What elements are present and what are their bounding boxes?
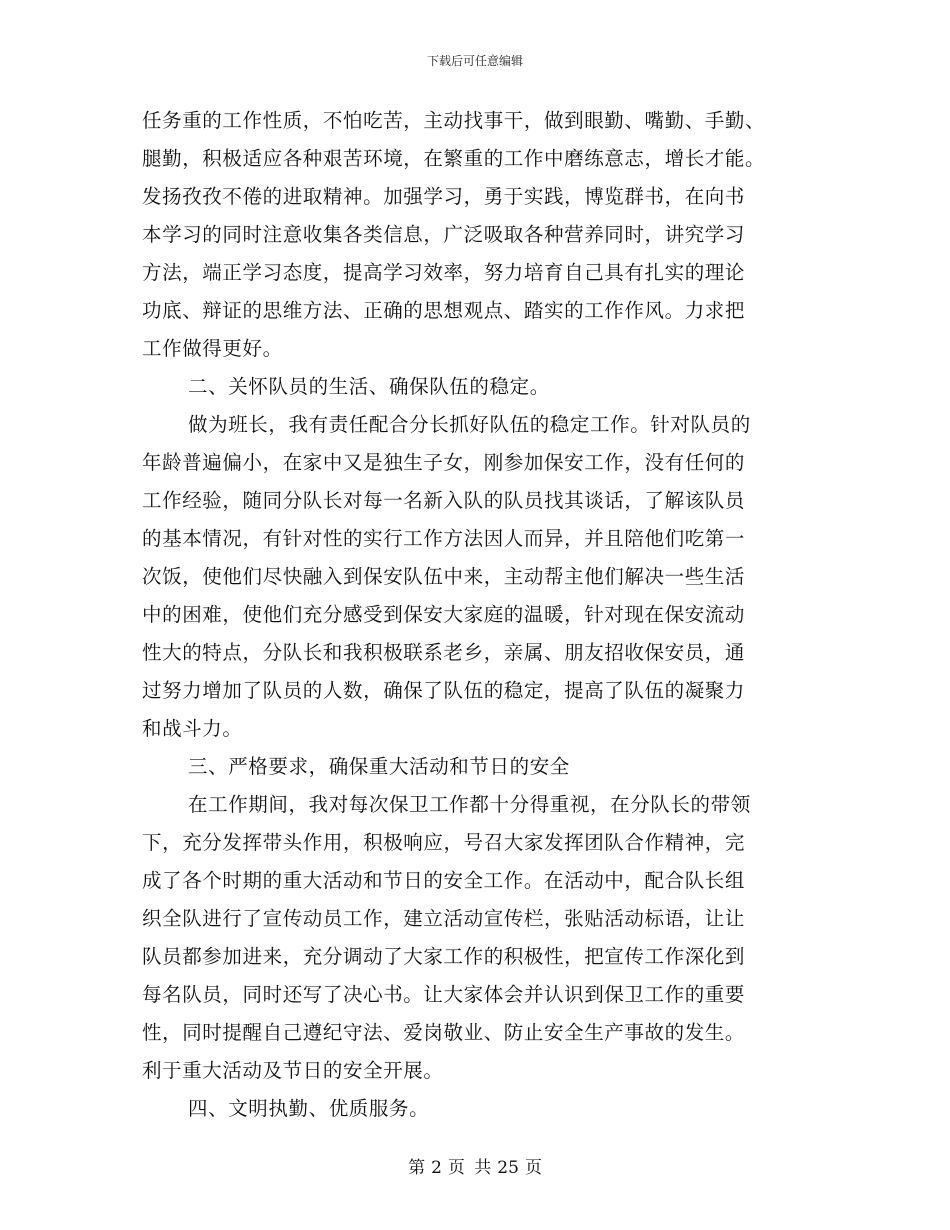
text-line: 和战斗力。	[142, 717, 243, 740]
page-footer	[0, 1153, 950, 1178]
text-line: 每名队员，同时还写了决心书。让大家体会并认识到保卫工作的重要	[142, 983, 746, 1006]
text-line: 在工作期间，我对每次保卫工作都十分得重视，在分队长的带领	[188, 793, 751, 816]
text-line: 队员都参加进来，充分调动了大家工作的积极性，把宣传工作深化到	[142, 945, 746, 968]
footer-middle: 页 共	[447, 1158, 492, 1178]
text-line: 工作做得更好。	[142, 337, 283, 360]
text-line: 的基本情况，有针对性的实行工作方法因人而异，并且陪他们吃第一	[142, 527, 746, 550]
text-line: 性，同时提醒自己遵纪守法、爱岗敬业、防止安全生产事故的发生。	[142, 1021, 746, 1044]
text-line: 四、文明执勤、优质服务。	[188, 1097, 430, 1120]
text-line: 腿勤，积极适应各种艰苦环境，在繁重的工作中磨练意志，增长才能。	[142, 147, 766, 170]
text-line: 中的困难，使他们充分感受到保安大家庭的温暖，针对现在保安流动	[142, 603, 746, 626]
footer-current-page: 2	[431, 1158, 442, 1178]
text-line: 过努力增加了队员的人数，确保了队伍的稳定，提高了队伍的凝聚力	[142, 679, 746, 702]
text-line: 成了各个时期的重大活动和节日的安全工作。在活动中，配合队长组	[142, 869, 746, 892]
text-line: 本学习的同时注意收集各类信息，广泛吸取各种营养同时，讲究学习	[142, 223, 746, 246]
text-line: 年龄普遍偏小，在家中又是独生子女，刚参加保安工作，没有任何的	[142, 451, 746, 474]
text-line: 方法，端正学习态度，提高学习效率，努力培育自己具有扎实的理论	[142, 261, 746, 284]
text-line: 次饭，使他们尽快融入到保安队伍中来，主动帮主他们解决一些生活	[142, 565, 746, 588]
text-line: 工作经验，随同分队长对每一名新入队的队员找其谈话，了解该队员	[142, 489, 746, 512]
text-line: 功底、辩证的思维方法、正确的思想观点、踏实的工作作风。力求把	[142, 299, 746, 322]
text-line: 做为班长，我有责任配合分长抓好队伍的稳定工作。针对队员的	[188, 413, 751, 436]
text-line: 任务重的工作性质，不怕吃苦，主动找事干，做到眼勤、嘴勤、手勤、	[142, 109, 766, 132]
text-line: 发扬孜孜不倦的进取精神。加强学习，勇于实践，博览群书，在向书	[142, 185, 746, 208]
footer-total-pages: 25	[497, 1158, 519, 1178]
page-header: 下载后可任意编辑	[426, 54, 523, 68]
footer-prefix: 第	[408, 1158, 426, 1178]
text-line: 二、关怀队员的生活、确保队伍的稳定。	[188, 375, 550, 398]
body-text	[142, 102, 810, 1128]
footer-suffix: 页	[524, 1158, 542, 1178]
text-line: 三、严格要求，确保重大活动和节日的安全	[188, 755, 570, 778]
text-line: 性大的特点，分队长和我积极联系老乡，亲属、朋友招收保安员，通	[142, 641, 746, 664]
text-line: 下，充分发挥带头作用，积极响应，号召大家发挥团队合作精神，完	[142, 831, 746, 854]
text-line: 利于重大活动及节日的安全开展。	[142, 1059, 444, 1082]
text-line: 织全队进行了宣传动员工作，建立活动宣传栏，张贴活动标语，让让	[142, 907, 746, 930]
